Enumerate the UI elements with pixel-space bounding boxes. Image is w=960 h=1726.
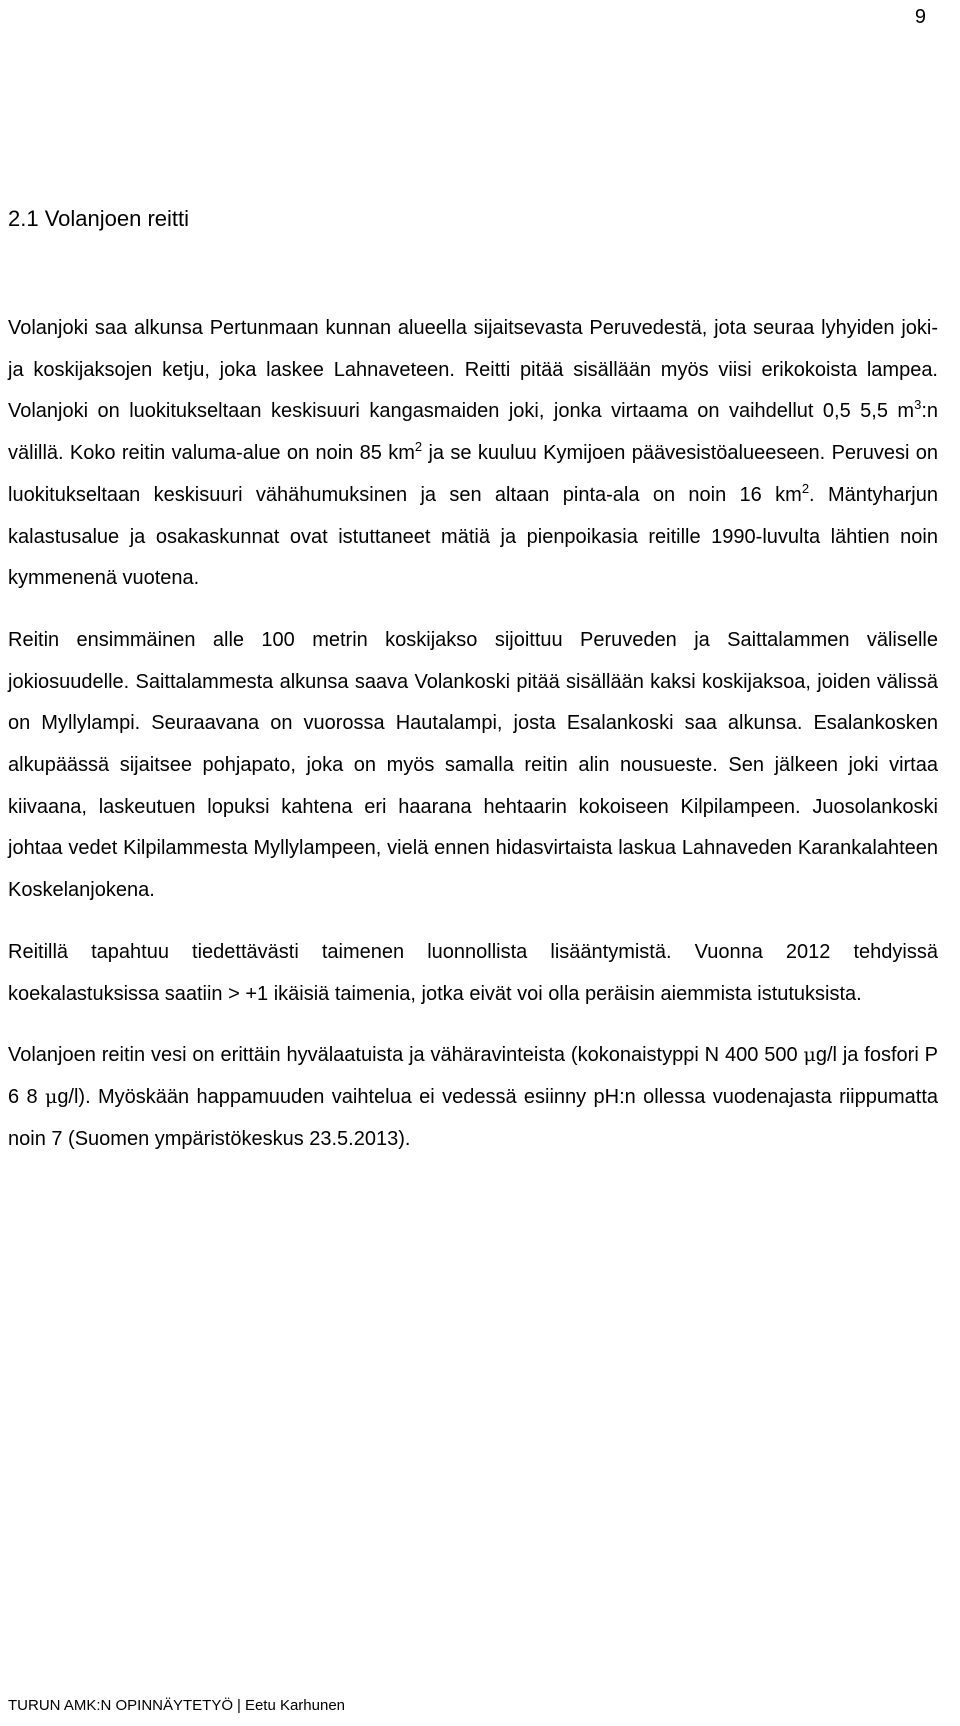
body-text — [8, 308, 938, 1160]
paragraph-2: Reitin ensimmäinen alle 100 metrin koskijakso sijoittuu Peruveden ja Saittalammen väliselle jokiosuudelle. Saittalammesta alkunsa saava Volankoski pitää sisällään kaksi koskijaksoa, joiden välissä on Myllylampi. Seuraavana on vuorossa Hautalampi, josta Esalankoski saa alkunsa. Esalankosken alkupäässä sijaitsee pohjapato, joka on myös samalla reitin alin nousueste. Sen jälkeen joki virtaa kiivaana, laskeutuen lopuksi kahtena eri haarana hehtaarin kokoiseen Kilpilampeen. Juosolankoski johtaa vedet Kilpilammesta Myllylampeen, vielä ennen hidasvirtaista laskua Lahnaveden Karankalahteen Koskelanjokena. — [8, 628, 938, 902]
superscript-cubic: 3 — [914, 397, 922, 413]
micro-symbol-2: μ — [44, 1085, 58, 1108]
page-footer — [8, 1697, 345, 1714]
page-number: 9 — [914, 6, 926, 28]
paragraph-4-part-1: Volanjoen reitin vesi on erittäin hyvälaatuista ja vähäravinteista (kokonaistyppi N 400 500 — [8, 1044, 804, 1067]
paragraph-1 — [8, 308, 938, 600]
paragraph-4-part-2: g/l ja fosfori P 6 8 — [8, 1044, 938, 1108]
paragraph-3: Reitillä tapahtuu tiedettävästi taimenen luonnollista lisääntymistä. Vuonna 2012 tehdyissä koekalastuksissa saatiin > +1 ikäisiä taimenia, jotka eivät voi olla peräisin aiemmista istutuksista. — [8, 940, 938, 1005]
paragraph-4-part-3: g/l). Myöskään happamuuden vaihtelua ei vedessä esiinny pH:n ollessa vuodenajasta riippumatta noin 7 (Suomen ympäristökeskus 23.5.2013). — [8, 1085, 938, 1150]
footer-author: Eetu Karhunen — [244, 1697, 346, 1714]
footer-separator: | — [237, 1697, 241, 1714]
paragraph-1-part-2: :n välillä. Koko reitin valuma-alue on noin 85 km — [8, 400, 938, 465]
paragraph-4 — [8, 1035, 938, 1160]
superscript-square-2: 2 — [801, 480, 810, 496]
paragraph-1-part-4: . Mäntyharjun kalastusalue ja osakaskunnat ovat istuttaneet mätiä ja pienpoikasia reitille 1990-luvulta lähtien noin kymmenenä vuotena. — [8, 483, 938, 590]
section-heading: 2.1 Volanjoen reitti — [8, 206, 190, 231]
paragraph-1-part-1: Volanjoki saa alkunsa Pertunmaan kunnan alueella sijaitsevasta Peruvedestä, jota seuraa lyhyiden joki- ja koskijaksojen ketju, joka laskee Lahnaveteen. Reitti pitää sisällään myös viisi erikokoista lampea. Volanjoki on luokitukseltaan keskisuuri kangasmaiden joki, jonka virtaama on vaihdellut 0,5 5,5 m — [8, 317, 938, 423]
footer-institution: TURUN AMK:N OPINNÄYTETYÖ — [8, 1697, 234, 1714]
superscript-square-1: 2 — [414, 439, 423, 455]
micro-symbol-1: μ — [803, 1044, 816, 1067]
paragraph-1-part-3: ja se kuuluu Kymijoen päävesistöalueeseen. Peruvesi on luokitukseltaan keskisuuri vähähumuksinen ja sen altaan pinta-ala on noin 16 km — [8, 442, 939, 506]
